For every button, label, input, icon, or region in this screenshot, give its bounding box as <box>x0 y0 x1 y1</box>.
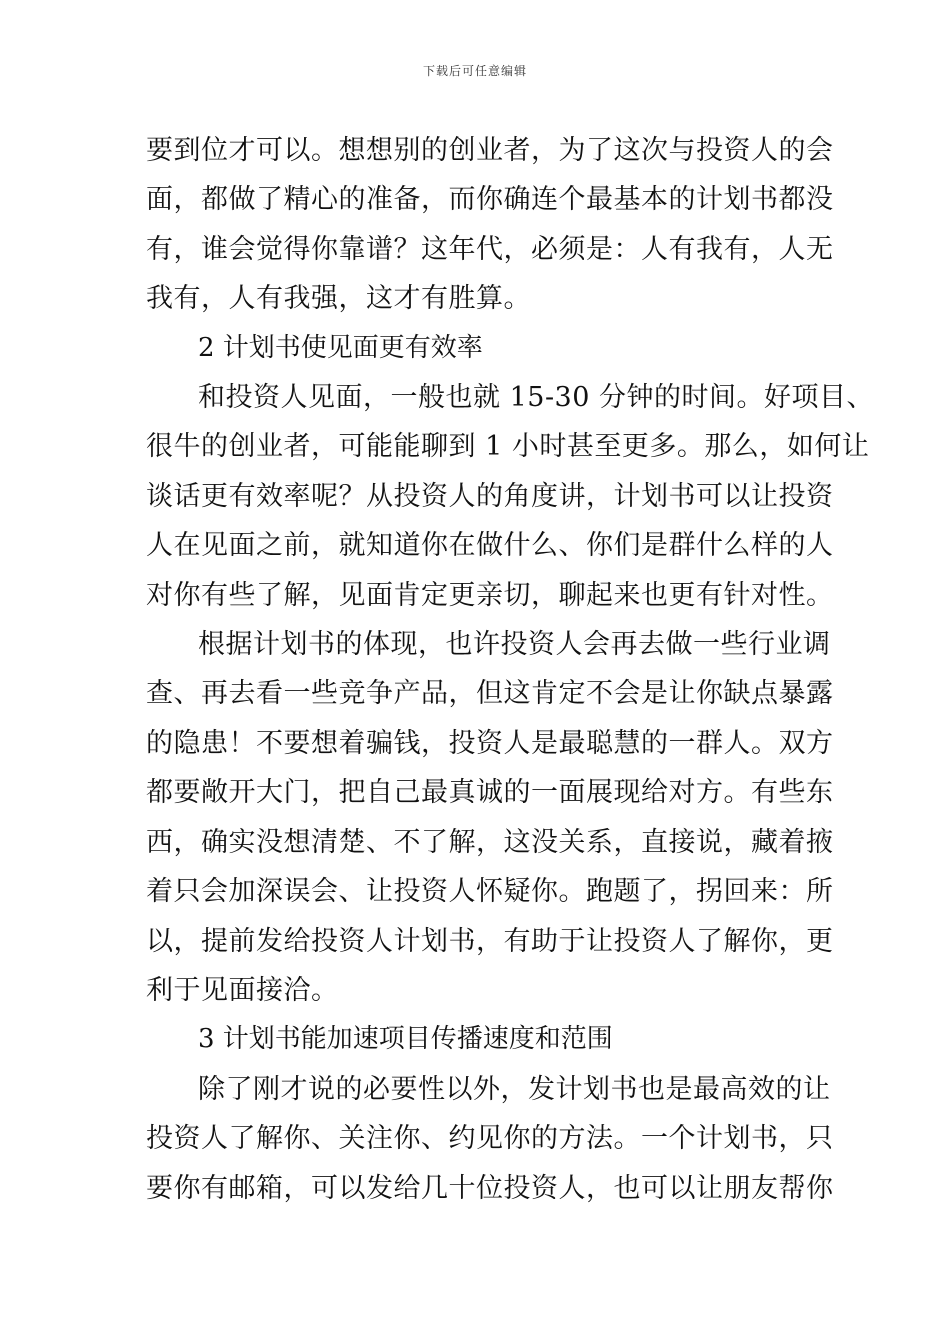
text-line: 以，提前发给投资人计划书，有助于让投资人了解你，更 <box>146 925 834 957</box>
paragraph <box>146 373 874 620</box>
document-body <box>146 126 874 1213</box>
section-heading <box>146 1015 810 1064</box>
text-line: 有，谁会觉得你靠谱？这年代，必须是：人有我有，人无 <box>146 233 834 265</box>
text-line: 面，都做了精心的准备，而你确连个最基本的计划书都没 <box>146 184 834 216</box>
paragraph <box>146 620 834 1015</box>
text-line: 要你有邮箱，可以发给几十位投资人，也可以让朋友帮你 <box>146 1172 834 1204</box>
text-line: 对你有些了解，见面肯定更亲切，聊起来也更有针对性。 <box>146 579 834 611</box>
paragraph <box>146 126 834 324</box>
section-heading <box>146 324 810 373</box>
text-line: 根据计划书的体现，也许投资人会再去做一些行业调 <box>198 629 831 661</box>
text-line: 要到位才可以。想想别的创业者，为了这次与投资人的会 <box>146 135 834 166</box>
text-line: 都要敞开大门，把自己最真诚的一面展现给对方。有些东 <box>146 777 834 809</box>
text-line: 除了刚才说的必要性以外，发计划书也是最高效的让 <box>198 1073 831 1105</box>
text-line: 查、再去看一些竞争产品，但这肯定不会是让你缺点暴露 <box>146 678 834 710</box>
heading-text: 3 计划书能加速项目传播速度和范围 <box>198 1024 613 1055</box>
page-header-note: 下载后可任意编辑 <box>422 64 527 78</box>
text-line: 西，确实没想清楚、不了解，这没关系，直接说，藏着掖 <box>146 826 834 858</box>
text-line: 利于见面接洽。 <box>146 974 339 1006</box>
text-line: 的隐患！不要想着骗钱，投资人是最聪慧的一群人。双方 <box>146 727 834 759</box>
heading-text: 2 计划书使见面更有效率 <box>198 332 483 363</box>
text-line: 和投资人见面，一般也就 15-30 分钟的时间。好项目、 <box>198 382 874 414</box>
text-line: 很牛的创业者，可能能聊到 1 小时甚至更多。那么，如何让 <box>146 431 870 463</box>
text-line: 谈话更有效率呢？从投资人的角度讲，计划书可以让投资 <box>146 480 834 512</box>
text-line: 着只会加深误会、让投资人怀疑你。跑题了，拐回来：所 <box>146 876 834 908</box>
text-line: 投资人了解你、关注你、约见你的方法。一个计划书，只 <box>146 1123 834 1155</box>
text-line: 我有，人有我强，这才有胜算。 <box>146 283 531 315</box>
text-line: 人在见面之前，就知道你在做什么、你们是群什么样的人 <box>146 530 834 562</box>
paragraph <box>146 1065 834 1213</box>
